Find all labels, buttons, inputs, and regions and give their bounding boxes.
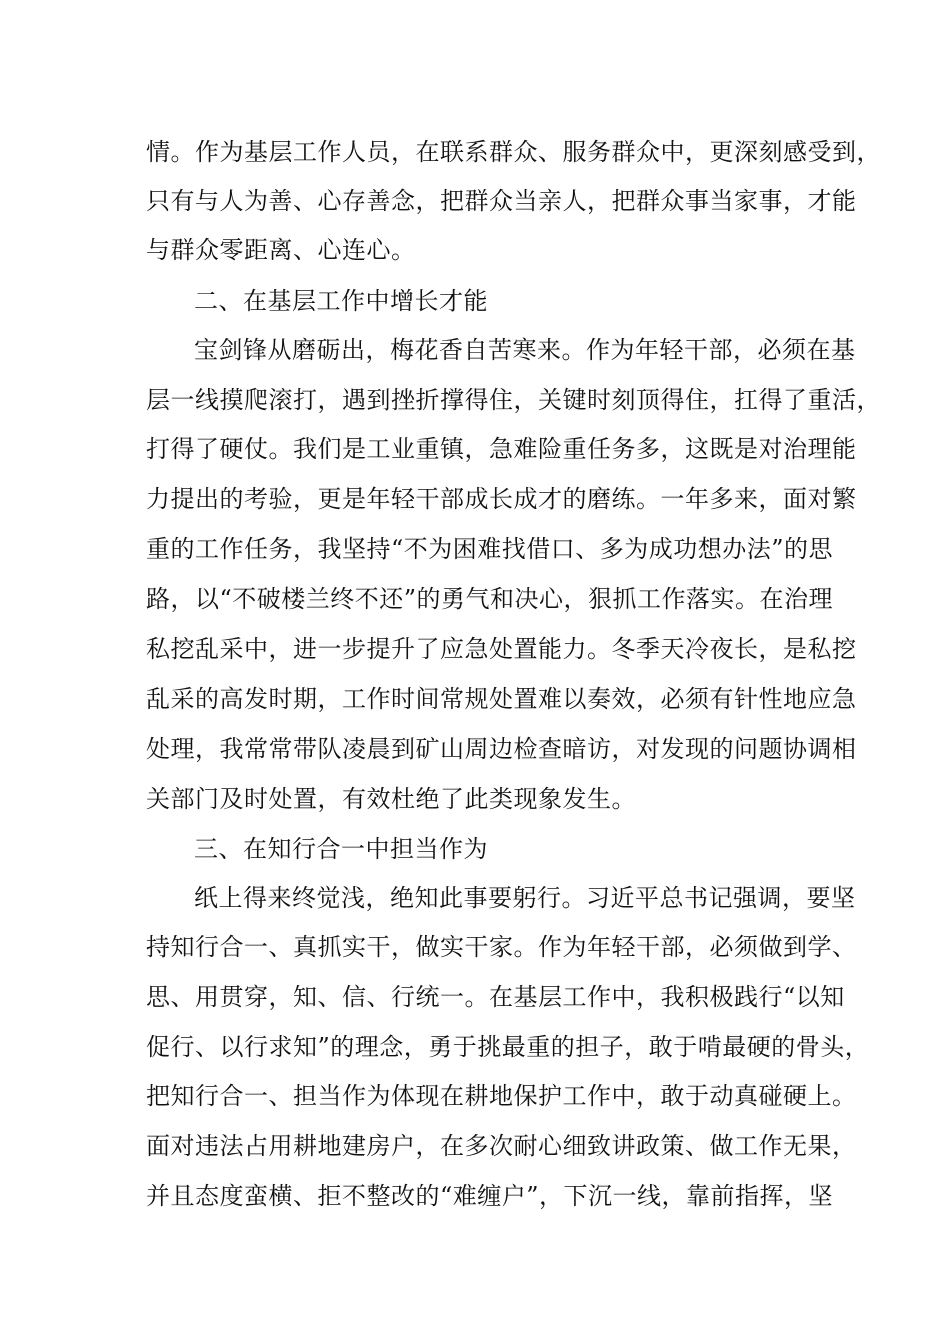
text-line: 面对违法占用耕地建房户，在多次耐心细致讲政策、做工作无果， — [146, 1132, 857, 1160]
text-line: 把知行合一、担当作为体现在耕地保护工作中，敢于动真碰硬上。 — [146, 1082, 857, 1110]
text-line: 情。作为基层工作人员，在联系群众、服务群众中，更深刻感受到， — [146, 138, 881, 166]
text-line: 重的工作任务，我坚持“不为困难找借口、多为成功想办法”的思 — [146, 535, 834, 563]
text-line: 层一线摸爬滚打，遇到挫折撑得住，关键时刻顶得住，扛得了重活， — [146, 386, 881, 414]
text-line: 私挖乱采中，进一步提升了应急处置能力。冬季天冷夜长，是私挖 — [146, 635, 857, 663]
text-line: 处理，我常常带队凌晨到矿山周边检查暗访，对发现的问题协调相 — [146, 735, 857, 763]
text-line: 只有与人为善、心存善念，把群众当亲人，把群众事当家事，才能 — [146, 187, 857, 215]
paragraph-first-line: 纸上得来终觉浅，绝知此事要躬行。习近平总书记强调，要坚 — [194, 884, 856, 912]
text-line: 并且态度蛮横、拒不整改的“难缠户”，下沉一线，靠前指挥，坚 — [146, 1182, 834, 1210]
text-line: 与群众零距离、心连心。 — [146, 236, 416, 264]
text-line: 力提出的考验，更是年轻干部成长成才的磨练。一年多来，面对繁 — [146, 485, 857, 513]
text-line: 持知行合一、真抓实干，做实干家。作为年轻干部，必须做到学、 — [146, 933, 857, 961]
text-line: 打得了硬仗。我们是工业重镇，急难险重任务多，这既是对治理能 — [146, 435, 857, 463]
text-line: 促行、以行求知”的理念，勇于挑最重的担子，敢于啃最硬的骨头， — [146, 1033, 870, 1061]
text-line: 思、用贯穿，知、信、行统一。在基层工作中，我积极践行“以知 — [146, 983, 845, 1011]
text-line: 关部门及时处置，有效杜绝了此类现象发生。 — [146, 785, 636, 813]
section-heading: 三、在知行合一中担当作为 — [194, 835, 488, 863]
section-heading: 二、在基层工作中增长才能 — [194, 287, 488, 315]
text-line: 乱采的高发时期，工作时间常规处置难以奏效，必须有针性地应急 — [146, 685, 857, 713]
text-line: 路，以“不破楼兰终不还”的勇气和决心，狠抓工作落实。在治理 — [146, 585, 834, 613]
paragraph-first-line: 宝剑锋从磨砺出，梅花香自苦寒来。作为年轻干部，必须在基 — [194, 336, 856, 364]
